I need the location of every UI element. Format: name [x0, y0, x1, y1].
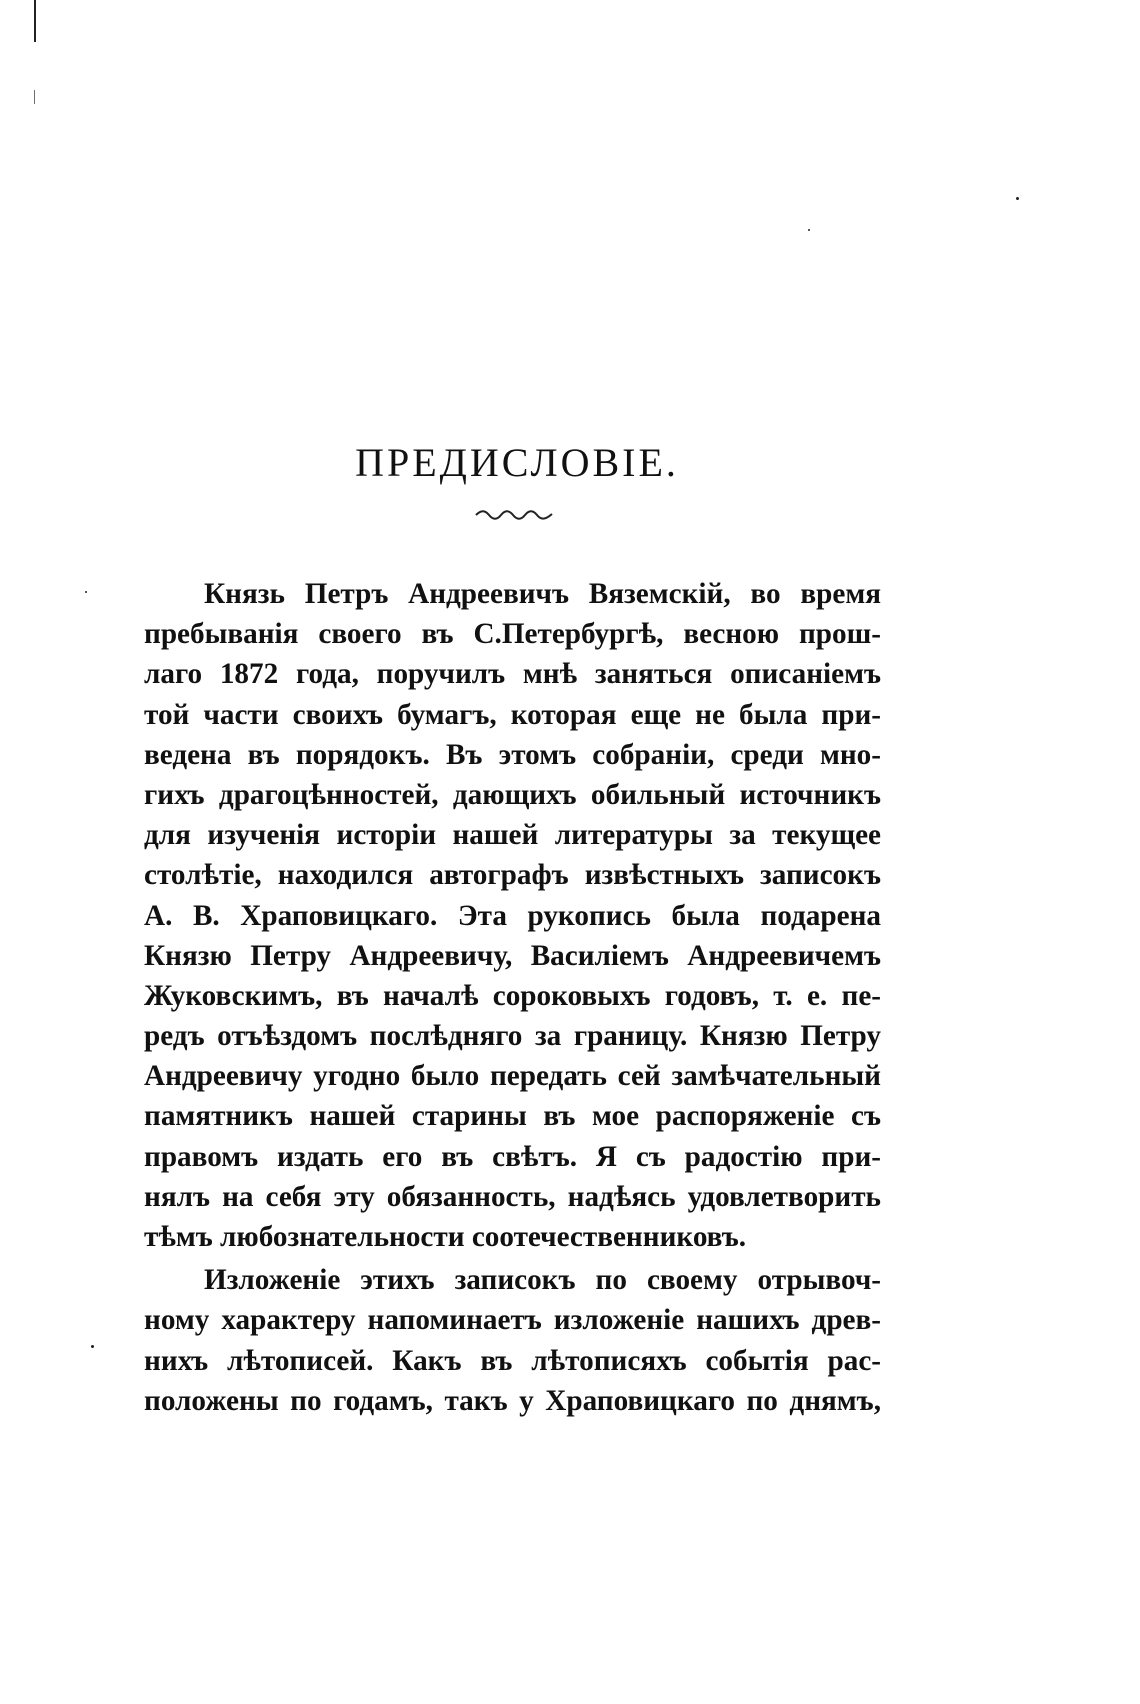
scan-edge-mark [34, 0, 36, 42]
text-line: тѣмъ любознательности соотечественниковъ. [144, 1221, 747, 1253]
text-line: Князю Петру Андреевичу, Василіемъ Андреевичемъ [144, 939, 881, 972]
preface-body [144, 574, 881, 1421]
scan-speck [808, 229, 810, 231]
text-line: лаго 1872 года, поручилъ мнѣ заняться описаніемъ [144, 658, 881, 691]
scan-edge-mark [34, 90, 35, 104]
text-line: нихъ лѣтописей. Какъ въ лѣтописяхъ событія рас- [144, 1344, 881, 1377]
page-title: ПРЕДИСЛОВІЕ. [355, 439, 679, 485]
text-line: гихъ драгоцѣнностей, дающихъ обильный источникъ [144, 778, 881, 811]
text-line: нялъ на себя эту обязанность, надѣясь удовлетворить [144, 1180, 881, 1213]
scan-speck [91, 1345, 94, 1348]
text-line: для изученія исторіи нашей литературы за текущее [144, 819, 881, 852]
decorative-wave-divider [475, 508, 553, 520]
text-line: той части своихъ бумагъ, которая еще не была при- [144, 698, 881, 731]
text-line: Жуковскимъ, въ началѣ сороковыхъ годовъ, т. е. пе- [144, 979, 881, 1012]
text-line: пребыванія своего въ С.Петербургѣ, весною прош- [144, 618, 881, 651]
scan-speck [1016, 197, 1019, 200]
text-line: Андреевичу угодно было передать сей замѣчательный [144, 1060, 881, 1093]
text-line: ведена въ порядокъ. Въ этомъ собраніи, среди мно- [144, 738, 881, 771]
text-line: столѣтіе, находился автографъ извѣстныхъ записокъ [144, 859, 881, 892]
text-line: редъ отъѣздомъ послѣдняго за границу. Князю Петру [144, 1020, 881, 1053]
scan-speck [85, 591, 87, 593]
text-line: ному характеру напоминаетъ изложеніе нашихъ древ- [144, 1304, 881, 1337]
text-line: положены по годамъ, такъ у Храповицкаго по днямъ, [144, 1384, 881, 1417]
text-line: Князь Петръ Андреевичъ Вяземскій, во время [204, 578, 881, 610]
text-line: правомъ издать его въ свѣтъ. Я съ радостію при- [144, 1140, 881, 1173]
text-line: А. В. Храповицкаго. Эта рукопись была подарена [144, 899, 881, 932]
text-line: памятникъ нашей старины въ мое распоряженіе съ [144, 1100, 881, 1133]
text-line: Изложеніе этихъ записокъ по своему отрывоч- [204, 1264, 881, 1297]
